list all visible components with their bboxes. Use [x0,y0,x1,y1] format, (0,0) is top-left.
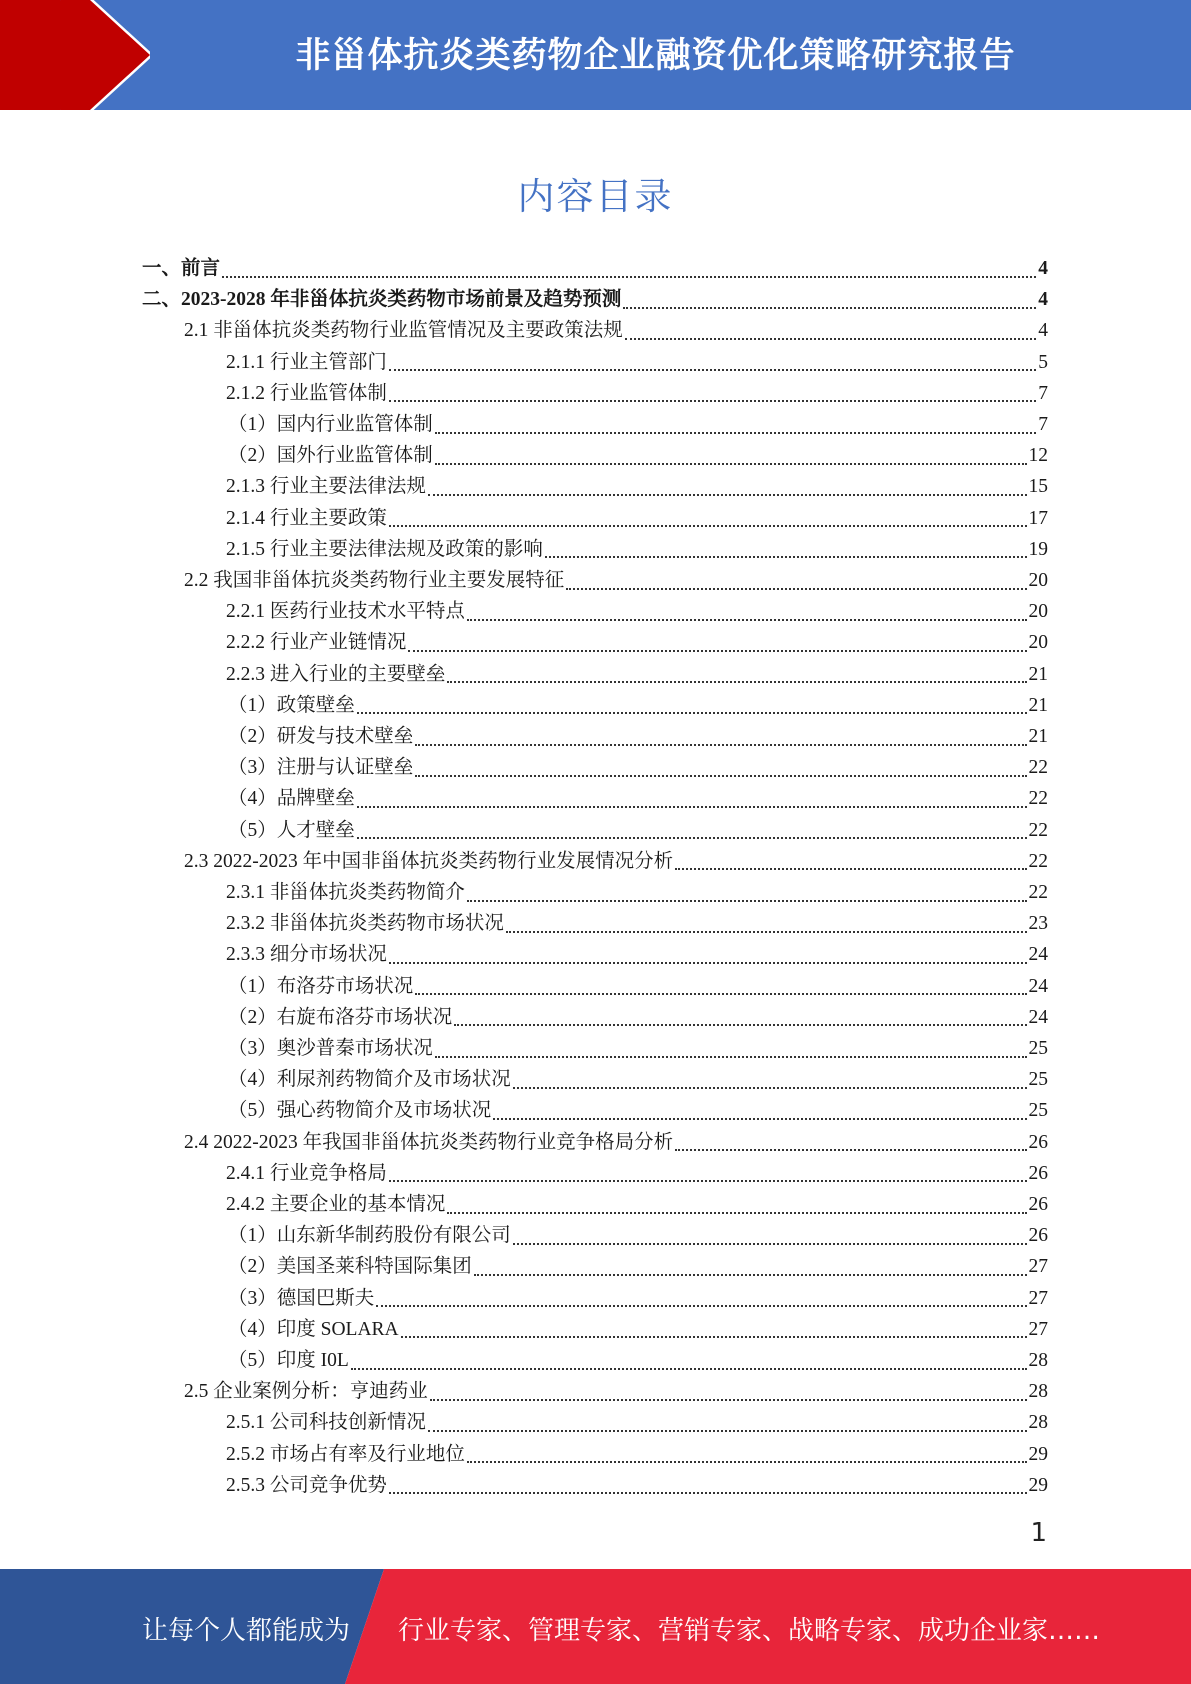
toc-entry-label: （3）德国巴斯夫 [228,1287,375,1309]
dot-leader [447,681,1026,683]
dot-leader [430,1399,1027,1401]
toc-entry-page: 4 [1038,289,1048,311]
toc-entry-page: 22 [1028,757,1048,779]
toc-entry-label: 2.1.5 行业主要法律法规及政策的影响 [226,538,543,560]
dot-leader [389,1180,1027,1182]
toc-entry-label: （2）右旋布洛芬市场状况 [228,1006,453,1028]
toc-entry[interactable] [226,1407,1048,1438]
toc-entry[interactable] [228,815,1048,846]
dot-leader [513,1087,1027,1089]
dot-leader [415,993,1026,995]
toc-entry-label: （1）布洛芬市场状况 [228,975,414,997]
toc-entry[interactable] [228,440,1048,471]
toc-entry[interactable] [226,1470,1048,1501]
dot-leader [415,744,1026,746]
toc-entry-label: 2.1.1 行业主管部门 [226,351,387,373]
toc-entry-label: （3）奥沙普秦市场状况 [228,1038,433,1059]
toc-entry-page: 27 [1028,1287,1048,1309]
toc-entry-page: 26 [1028,1131,1048,1153]
toc-entry[interactable] [226,1158,1048,1189]
footer-banner [0,1569,1191,1684]
dot-leader [454,1024,1026,1026]
toc-entry-page: 22 [1028,788,1048,810]
toc-entry-page: 15 [1028,476,1048,498]
toc-entry-label: 2.1.2 行业监管体制 [226,382,387,404]
dot-leader [357,806,1027,808]
toc-entry-page: 22 [1028,850,1048,872]
dot-leader [351,1368,1027,1370]
dot-leader [566,588,1026,590]
dot-leader [415,775,1026,777]
toc-entry-label: （2）研发与技术壁垒 [228,726,414,747]
report-title: 非甾体抗炎类药物企业融资优化策略研究报告 [295,36,1016,76]
toc-entry-label: 二、2023-2028 年非甾体抗炎类药物市场前景及趋势预测 [142,289,622,311]
toc-entry-label: 2.5 企业案例分析：亨迪药业 [184,1381,428,1403]
dot-leader [435,1056,1027,1058]
dot-leader [513,1243,1027,1245]
toc-entry-label: 2.3.3 细分市场状况 [226,944,387,966]
toc-entry-label: 2.3.2 非甾体抗炎类药物市场状况 [226,913,504,935]
toc-entry-page: 21 [1028,694,1048,716]
dot-leader [467,900,1027,902]
toc-entry-label: 2.4 2022-2023 年我国非甾体抗炎类药物行业竞争格局分析 [184,1131,674,1153]
dot-leader [474,1274,1027,1276]
toc-entry-page: 22 [1028,882,1048,903]
toc-entry[interactable] [228,1345,1048,1376]
toc-entry[interactable] [226,347,1048,378]
toc-entry-label: 2.3.1 非甾体抗炎类药物简介 [226,882,465,903]
toc-entry[interactable] [226,503,1048,534]
dot-leader [389,1492,1027,1494]
dot-leader [428,494,1027,496]
dot-leader [545,556,1027,558]
dot-leader [675,868,1026,870]
dot-leader [222,276,1036,278]
dot-leader [389,369,1036,371]
toc-entry[interactable] [226,471,1048,502]
toc-entry-page: 27 [1028,1318,1048,1340]
toc-entry[interactable] [184,1376,1048,1407]
toc-entry-page: 24 [1028,975,1048,997]
toc-entry-label: 2.4.1 行业竞争格局 [226,1162,387,1184]
toc-entry[interactable] [228,783,1048,814]
toc-entry[interactable] [226,1189,1048,1220]
toc-entry[interactable] [228,1064,1048,1095]
footer-slogan-left: 让每个人都能成为 [142,1616,351,1646]
toc-entry[interactable] [226,378,1048,409]
toc-entry[interactable] [228,1220,1048,1251]
toc-entry-label: （1）山东新华制药股份有限公司 [228,1225,511,1247]
toc-entry-label: （3）注册与认证壁垒 [228,757,414,779]
toc-entry-label: （5）人才壁垒 [228,819,355,841]
dot-leader [389,962,1027,964]
toc-entry-page: 29 [1028,1443,1048,1465]
toc-entry-page: 28 [1028,1412,1048,1434]
toc-entry-label: （5）印度 I0L [228,1350,349,1371]
dot-leader [428,1430,1027,1432]
dot-leader [447,1212,1026,1214]
toc-entry-label: 2.3 2022-2023 年中国非甾体抗炎类药物行业发展情况分析 [184,850,674,872]
toc-entry[interactable] [226,596,1048,627]
dot-leader [506,931,1027,933]
dot-leader [435,463,1027,465]
toc-entry-page: 25 [1028,1069,1048,1091]
toc-entry[interactable] [228,721,1048,752]
toc-entry-label: 2.5.1 公司科技创新情况 [226,1412,426,1434]
toc-entry-page: 7 [1038,414,1048,435]
toc-entry[interactable] [228,971,1048,1002]
toc-entry-page: 23 [1028,913,1048,935]
toc-entry-page: 5 [1038,351,1048,373]
toc-entry-page: 24 [1028,1006,1048,1028]
dot-leader [467,619,1027,621]
toc-entry-page: 26 [1028,1194,1048,1215]
toc-entry-label: 2.5.2 市场占有率及行业地位 [226,1443,465,1465]
toc-entry[interactable] [228,1283,1048,1314]
toc-entry[interactable] [228,1095,1048,1126]
toc-entry-label: （2）美国圣莱科特国际集团 [228,1256,472,1278]
toc-entry-page: 20 [1028,570,1048,591]
toc-entry[interactable] [226,939,1048,970]
dot-leader [493,1118,1026,1120]
toc-entry[interactable] [184,565,1048,596]
toc-entry-label: 一、前言 [142,258,221,279]
toc-entry-label: 2.2.2 行业产业链情况 [226,632,407,654]
toc-entry-page: 4 [1038,258,1048,279]
toc-entry-label: 2.4.2 主要企业的基本情况 [226,1194,446,1215]
red-arrow-ribbon [0,0,150,110]
toc-entry[interactable] [228,1251,1048,1282]
toc-entry[interactable] [184,1127,1048,1158]
dot-leader [376,1305,1026,1307]
toc-entry-page: 26 [1028,1225,1048,1247]
toc-entry-page: 26 [1028,1162,1048,1184]
toc-entry-page: 25 [1028,1038,1048,1059]
toc-entry-page: 25 [1028,1100,1048,1122]
toc-entry-label: （4）品牌壁垒 [228,788,355,810]
toc-entry[interactable] [142,253,1048,284]
toc-entry-page: 7 [1038,382,1048,404]
toc-entry[interactable] [226,627,1048,658]
toc-entry-page: 12 [1028,445,1048,467]
header-banner [0,0,1191,110]
toc-entry-label: （1）国内行业监管体制 [228,414,433,435]
dot-leader [357,712,1027,714]
toc-entry-page: 21 [1028,726,1048,747]
dot-leader [408,650,1026,652]
toc-entry[interactable] [228,1314,1048,1345]
toc-heading: 内容目录 [517,175,674,218]
toc-entry[interactable] [226,1439,1048,1470]
toc-entry-label: （5）强心药物简介及市场状况 [228,1100,492,1122]
dot-leader [435,432,1036,434]
toc-entry-page: 17 [1028,507,1048,529]
toc-entry-label: 2.5.3 公司竞争优势 [226,1474,387,1496]
toc-entry[interactable] [142,284,1048,315]
toc-entry-label: 2.2.1 医药行业技术水平特点 [226,601,465,623]
footer-slogan-right: 行业专家、管理专家、营销专家、战略专家、成功企业家…… [398,1616,1101,1646]
dot-leader [625,338,1036,340]
toc-entry-page: 4 [1038,320,1048,342]
toc-entry[interactable] [226,877,1048,908]
dot-leader [357,837,1027,839]
toc-entry[interactable] [184,315,1048,346]
dot-leader [389,400,1036,402]
toc-entry[interactable] [226,659,1048,690]
toc-entry-page: 28 [1028,1350,1048,1371]
toc-entry-page: 24 [1028,944,1048,966]
dot-leader [623,307,1036,309]
toc-entry-label: 2.2 我国非甾体抗炎类药物行业主要发展特征 [184,570,565,591]
dot-leader [389,525,1027,527]
toc-entry-page: 28 [1028,1381,1048,1403]
toc-entry-page: 29 [1028,1474,1048,1496]
toc-entry-label: 2.2.3 进入行业的主要壁垒 [226,663,446,685]
toc-entry[interactable] [228,409,1048,440]
toc-entry[interactable] [226,534,1048,565]
dot-leader [401,1336,1027,1338]
dot-leader [467,1461,1027,1463]
toc-entry-page: 27 [1028,1256,1048,1278]
toc-entry-page: 19 [1028,538,1048,560]
toc-entry-label: （4）印度 SOLARA [228,1318,399,1340]
toc-entry-page: 22 [1028,819,1048,841]
toc-entry-page: 20 [1028,601,1048,623]
toc-entry-page: 20 [1028,632,1048,654]
toc-entry[interactable] [228,752,1048,783]
toc-entry-label: 2.1 非甾体抗炎类药物行业监管情况及主要政策法规 [184,320,623,342]
dot-leader [675,1149,1026,1151]
toc-entry-label: （1）政策壁垒 [228,694,355,716]
toc-entry-label: （2）国外行业监管体制 [228,445,433,467]
toc-entry-label: （4）利尿剂药物简介及市场状况 [228,1069,511,1091]
toc-entry-label: 2.1.4 行业主要政策 [226,507,387,529]
toc-entry[interactable] [228,1002,1048,1033]
toc-entry-page: 21 [1028,663,1048,685]
toc-entry[interactable] [228,690,1048,721]
toc-entry[interactable] [228,1033,1048,1064]
toc-entry[interactable] [184,846,1048,877]
page-number: 1 [1030,1518,1047,1548]
toc-entry[interactable] [226,908,1048,939]
toc-entry-label: 2.1.3 行业主要法律法规 [226,476,426,498]
